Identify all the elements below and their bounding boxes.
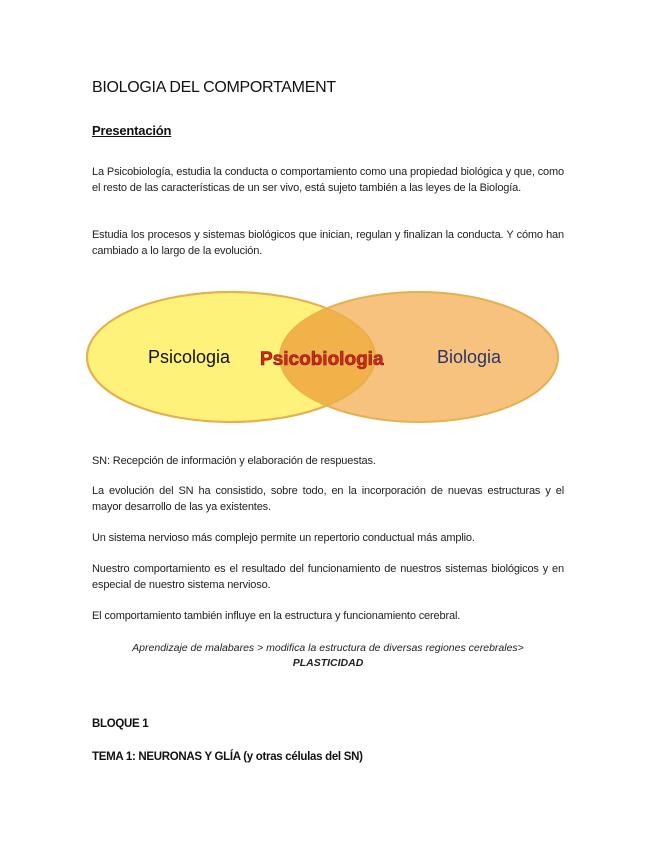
paragraph-behaviour-result: Nuestro comportamiento es el resultado del funcionamiento de nuestros sistemas biológicos y en especial de nuestro sistema nervioso. bbox=[92, 563, 564, 591]
paragraph-sn-evolution: La evolución del SN ha consistido, sobre todo, en la incorporación de nuevas estructuras y el mayor desarrollo de las ya existentes. bbox=[92, 485, 564, 513]
quote-line: Aprendizaje de malabares > modifica la estructura de diversas regiones cerebrales> bbox=[132, 642, 524, 654]
quote-strong: PLASTICIDAD bbox=[292, 657, 364, 669]
plasticity-quote bbox=[92, 641, 564, 671]
venn-right-label: Biologia bbox=[437, 347, 502, 367]
document-title: BIOLOGIA DEL COMPORTAMENT bbox=[92, 79, 336, 96]
topic-heading: TEMA 1: NEURONAS Y GLÍA (y otras células del SN) bbox=[92, 751, 363, 763]
paragraph-complex-system: Un sistema nervioso más complejo permite un repertorio conductual más amplio. bbox=[92, 532, 475, 544]
paragraph-psicobiologia-definition: La Psicobiología, estudia la conducta o comportamiento como una propiedad biológica y que, como el resto de las características de un ser vivo, está sujeto también a las leyes de la Biología. bbox=[92, 166, 564, 194]
paragraph-biological-processes: Estudia los procesos y sistemas biológicos que inician, regulan y finalizan la conducta. Y cómo han cambiado a lo largo de la evolución. bbox=[92, 229, 564, 257]
block-heading: BLOQUE 1 bbox=[92, 718, 149, 730]
venn-center-label: Psicobiologia bbox=[260, 349, 384, 370]
venn-diagram bbox=[86, 285, 566, 435]
section-heading-presentacion: Presentación bbox=[92, 123, 172, 138]
paragraph-behaviour-influence: El comportamiento también influye en la estructura y funcionamiento cerebral. bbox=[92, 610, 461, 622]
venn-left-label: Psicologia bbox=[148, 347, 231, 367]
paragraph-sn-definition: SN: Recepción de información y elaboración de respuestas. bbox=[92, 455, 376, 467]
